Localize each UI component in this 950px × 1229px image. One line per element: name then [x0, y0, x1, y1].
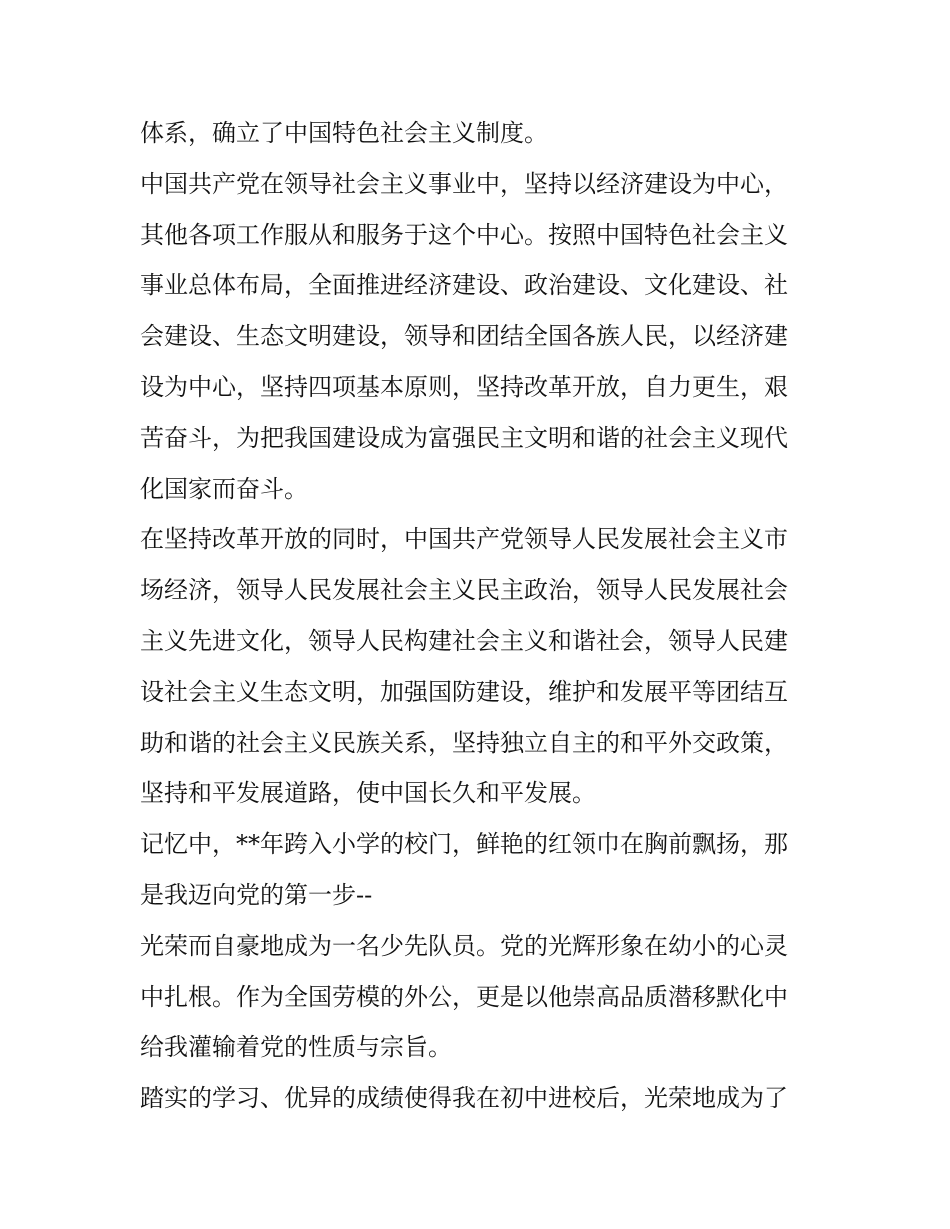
text-line: 苦奋斗，为把我国建设成为富强民主文明和谐的社会主义现代	[140, 423, 788, 452]
text-line: 是我迈向党的第一步--	[140, 880, 373, 909]
text-line: 助和谐的社会主义民族关系，坚持独立自主的和平外交政策，	[140, 728, 788, 757]
text-line: 场经济，领导人民发展社会主义民主政治，领导人民发展社会	[140, 576, 788, 605]
text-line: 设为中心，坚持四项基本原则，坚持改革开放，自力更生，艰	[140, 372, 788, 401]
text-line: 中国共产党在领导社会主义事业中，坚持以经济建设为中心，	[140, 169, 788, 198]
text-line: 设社会主义生态文明，加强国防建设，维护和发展平等团结互	[140, 677, 788, 706]
text-line: 给我灌输着党的性质与宗旨。	[140, 1033, 452, 1062]
text-line: 在坚持改革开放的同时，中国共产党领导人民发展社会主义市	[140, 525, 788, 554]
text-line: 化国家而奋斗。	[140, 474, 308, 503]
text-line: 主义先进文化，领导人民构建社会主义和谐社会，领导人民建	[140, 626, 788, 655]
text-line: 踏实的学习、优异的成绩使得我在初中进校后，光荣地成为了	[140, 1084, 788, 1113]
text-line: 其他各项工作服从和服务于这个中心。按照中国特色社会主义	[140, 220, 788, 249]
text-line: 中扎根。作为全国劳模的外公，更是以他崇高品质潜移默化中	[140, 982, 788, 1011]
text-line: 事业总体布局，全面推进经济建设、政治建设、文化建设、社	[140, 271, 788, 300]
text-line: 体系，确立了中国特色社会主义制度。	[140, 119, 548, 147]
text-line: 光荣而自豪地成为一名少先队员。党的光辉形象在幼小的心灵	[140, 931, 788, 960]
text-line: 坚持和平发展道路，使中国长久和平发展。	[140, 779, 596, 808]
text-line: 会建设、生态文明建设，领导和团结全国各族人民，以经济建	[140, 322, 788, 351]
document-body	[140, 108, 812, 1124]
text-line: 记忆中，**年跨入小学的校门，鲜艳的红领巾在胸前飘扬，那	[140, 830, 788, 859]
